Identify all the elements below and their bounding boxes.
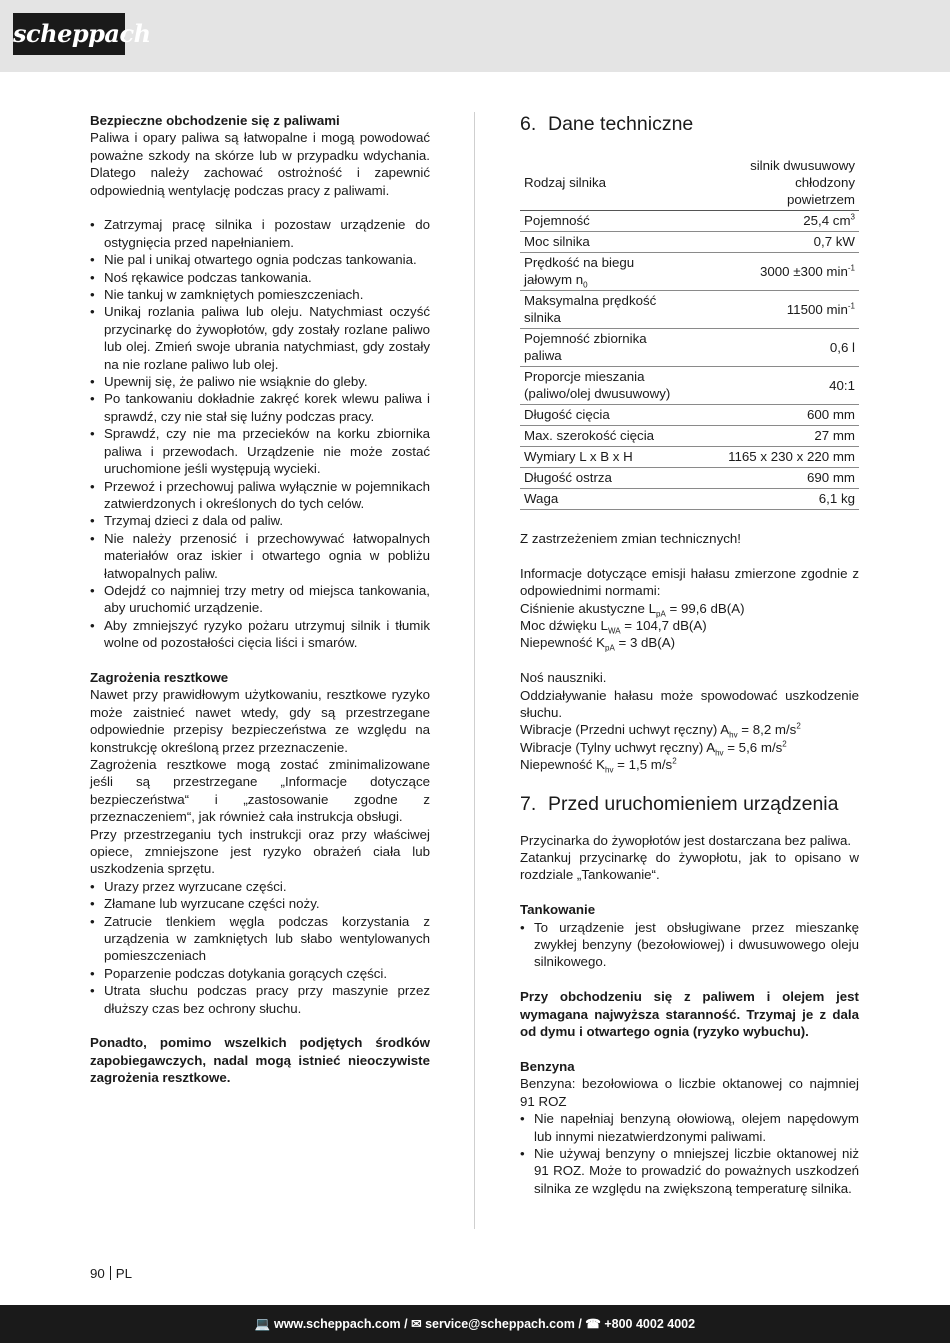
residual-risks-text-2: Zagrożenia resztkowe mogą zostać zminimalizowane jeśli są przestrzegane „Informacje dotyczące bezpieczeństwa“ i „zastosowanie zgodne z przeznaczeniem“, jak również cała instrukcja obsługi. [90,757,430,825]
refuel-instruction: Zatankuj przycinarkę do żywopłotu, jak to opisano w rozdziale „Tankowanie“. [520,850,859,883]
list-item: • Poparzenie podczas dotykania gorących części. [90,965,430,982]
phone-icon: ☎ [585,1317,601,1331]
spec-value: silnik dwusuwowy chłodzony powietrzem [678,156,859,211]
spec-value: 40:1 [678,367,859,405]
measurement-line: Niepewność $K_{hv} = 1,5$ $m/s^2$ [520,756,677,775]
list-item: • Nie tankuj w zamkniętych pomieszczeniach. [90,286,430,303]
list-item: • Aby zmniejszyć ryzyko pożaru utrzymuj silnik i tłumik wolne od pozostałości cięcia liści i smarów. [90,617,430,652]
technical-data-table [520,156,859,510]
spec-value: 1165 x 230 x 220 mm [678,447,859,468]
envelope-icon: ✉ [411,1317,422,1331]
spec-label: Długość cięcia [520,405,678,426]
list-item: • Zatrzymaj pracę silnika i pozostaw urządzenie do ostygnięcia przed napełnianiem. [90,216,430,251]
list-item: • Przewoź i przechowuj paliwa wyłącznie w pojemnikach zatwierdzonych i określonych do tych celów. [90,478,430,513]
refueling-heading: Tankowanie [520,902,596,918]
table-row [520,291,859,329]
list-item: • Upewnij się, że paliwo nie wsiąknie do gleby. [90,373,430,390]
measurement-line: Ciśnienie akustyczne $L_{pA} = 99,6$ dB(A) [520,600,745,619]
fuel-safety-text: Paliwa i opary paliwa są łatwopalne i mogą powodować poważne szkody na skórze lub w przypadku wdychania. Dlatego należy zachować ostrożność i zapewnić odpowiednią wentylację podczas pracy z paliwami. [90,130,430,198]
spec-label: Rodzaj silnika [520,156,678,211]
spec-label: Pojemność zbiornika paliwa [520,329,678,367]
fuel-safety-list [90,216,430,651]
right-column [520,112,859,1197]
scheppach-logo: scheppach [13,13,125,55]
spec-label: Prędkość na biegu jałowym $n_0$ [520,253,678,291]
website-link[interactable]: www.scheppach.com [273,1317,401,1331]
spec-value: 11500 $\min^{-1}$ [678,291,859,329]
spec-value: 3000 ±300 $\min^{-1}$ [678,253,859,291]
spec-value: 0,6 l [678,329,859,367]
list-item: • Utrata słuchu podczas pracy przy maszynie przez dłuższy czas bez ochrony słuchu. [90,982,430,1017]
ear-protection-note: Noś nauszniki. [520,670,607,686]
residual-risks-text-3: Przy przestrzeganiu tych instrukcji oraz przy właściwej opiece, zmniejszone jest ryzyko obrażeń ciała lub uszkodzenia sprzętu. [90,826,430,877]
table-row [520,211,859,232]
contact-bar: 💻 www.scheppach.com / ✉ service@scheppach.com / ☎ +800 4002 4002 [0,1305,950,1343]
spec-value: 690 mm [678,468,859,489]
list-item: • Unikaj rozlania paliwa lub oleju. Natychmiast oczyść przycinarkę do żywopłotów, gdy zostały rozlane paliwo lub olej. Zmień swoje ubrania natychmiast, gdy zostały na nie rozlane paliwo lub olej. [90,303,430,373]
vibration-values [520,721,859,773]
list-item: • Trzymaj dzieci z dala od paliw. [90,512,430,529]
residual-risks-warning: Ponadto, pomimo wszelkich podjętych środków zapobiegawczych, nadal mogą istnieć nieoczywiste zagrożenia resztkowe. [90,1035,430,1086]
measurement-line: Wibracje (Przedni uchwyt ręczny) $A_{hv} = 8,2$ $m/s^2$ [520,722,801,741]
column-divider [474,112,475,1229]
phone-number: +800 4002 4002 [604,1317,696,1331]
measurement-line: Niepewność $K_{pA} = 3$ dB(A) [520,635,676,654]
refueling-list [520,919,859,971]
list-item: • Sprawdź, czy nie ma przecieków na korku zbiornika paliwa i przewodach. Urządzenie nie może zostać uruchomione jeśli występują wycieki. [90,425,430,477]
spec-value: 600 mm [678,405,859,426]
spec-value: 6,1 kg [678,489,859,510]
table-row [520,447,859,468]
list-item: • Po tankowaniu dokładnie zakręć korek wlewu paliwa i sprawdź, czy nie stał się luźny podczas pracy. [90,390,430,425]
spec-label: Wymiary L x B x H [520,447,678,468]
list-item: • Odejdź co najmniej trzy metry od miejsca tankowania, aby uruchomić urządzenie. [90,582,430,617]
list-item: • Nie używaj benzyny o mniejszej liczbie oktanowej niż 91 ROZ. Może to prowadzić do poważnych uszkodzeń silnika ze względu na zwiększoną temperaturę silnika. [520,1145,859,1197]
list-item: • Złamane lub wyrzucane części noży. [90,895,430,912]
list-item: • Zatrucie tlenkiem węgla podczas korzystania z urządzenia w zamkniętych lub słabo wentylowanych pomieszczeniach [90,913,430,965]
computer-icon: 💻 [254,1317,271,1331]
spec-value: 25,4 $cm^3$ [678,211,859,232]
page-header [0,0,950,72]
residual-risks-text-1: Nawet przy prawidłowym użytkowaniu, resztkowe ryzyko może zaistnieć nawet wtedy, gdy są przestrzegane odpowiednie przepisy bezpieczeństwa ze względu na konstrukcję określoną przez przeznaczenie. [90,687,430,755]
noise-intro: Informacje dotyczące emisji hałasu zmierzone zgodnie z odpowiednimi normami: [520,565,859,599]
list-item: • Urazy przez wyrzucane części. [90,878,430,895]
residual-risks-list [90,878,430,1017]
spec-value: 0,7 kW [678,232,859,253]
residual-risks-heading: Zagrożenia resztkowe [90,669,229,685]
fuel-handling-warning: Przy obchodzeniu się z paliwem i olejem jest wymagana najwyższa staranność. Trzymaj je z dala od dymu i otwartego ognia (ryzyko wybuchu). [520,989,859,1040]
left-column [90,112,430,1087]
spec-label: Max. szerokość cięcia [520,426,678,447]
table-row [520,426,859,447]
gasoline-heading: Benzyna [520,1058,575,1074]
page-number: 90 PL [90,1266,133,1281]
noise-values [520,600,859,652]
spec-label: Maksymalna prędkość silnika [520,291,678,329]
table-row [520,367,859,405]
list-item: • Nie należy przenosić i przechowywać łatwopalnych materiałów oraz iskier i otwartego ognia w pobliżu łatwopalnych paliw. [90,530,430,582]
spec-label: Pojemność [520,211,678,232]
section-7-heading: 7. Przed uruchomieniem urządzenia [520,792,839,815]
noise-damage-note: Oddziaływanie hałasu może spowodować uszkodzenie słuchu. [520,687,859,721]
table-row [520,232,859,253]
table-row [520,405,859,426]
section-6-heading: 6. Dane techniczne [520,113,694,135]
spec-label: Proporcje mieszania (paliwo/olej dwusuwowy) [520,367,678,405]
list-item: • Noś rękawice podczas tankowania. [90,269,430,286]
table-row [520,468,859,489]
table-row [520,156,859,211]
measurement-line: Wibracje (Tylny uchwyt ręczny) $A_{hv} = 5,6$ $m/s^2$ [520,739,787,758]
email-link[interactable]: service@scheppach.com [425,1317,575,1331]
spec-label: Waga [520,489,678,510]
list-item: • Nie napełniaj benzyną ołowiową, olejem napędowym lub innymi niezatwierdzonymi paliwami. [520,1110,859,1145]
table-row [520,253,859,291]
gasoline-list [520,1110,859,1197]
table-row [520,329,859,367]
spec-value: 27 mm [678,426,859,447]
measurement-line: Moc dźwięku $L_{WA} = 104,7$ dB(A) [520,618,707,636]
technical-changes-note: Z zastrzeżeniem zmian technicznych! [520,531,741,546]
spec-label: Długość ostrza [520,468,678,489]
delivery-note: Przycinarka do żywopłotów jest dostarczana bez paliwa. [520,832,852,848]
table-row [520,489,859,510]
fuel-safety-heading: Bezpieczne obchodzenie się z paliwami [90,113,340,128]
spec-label: Moc silnika [520,232,678,253]
list-item: • Nie pal i unikaj otwartego ognia podczas tankowania. [90,251,430,268]
gasoline-text: Benzyna: bezołowiowa o liczbie oktanowej co najmniej 91 ROZ [520,1076,859,1109]
list-item: • To urządzenie jest obsługiwane przez mieszankę zwykłej benzyny (bezołowiowej) i dwusuwowego oleju silnikowego. [520,919,859,971]
